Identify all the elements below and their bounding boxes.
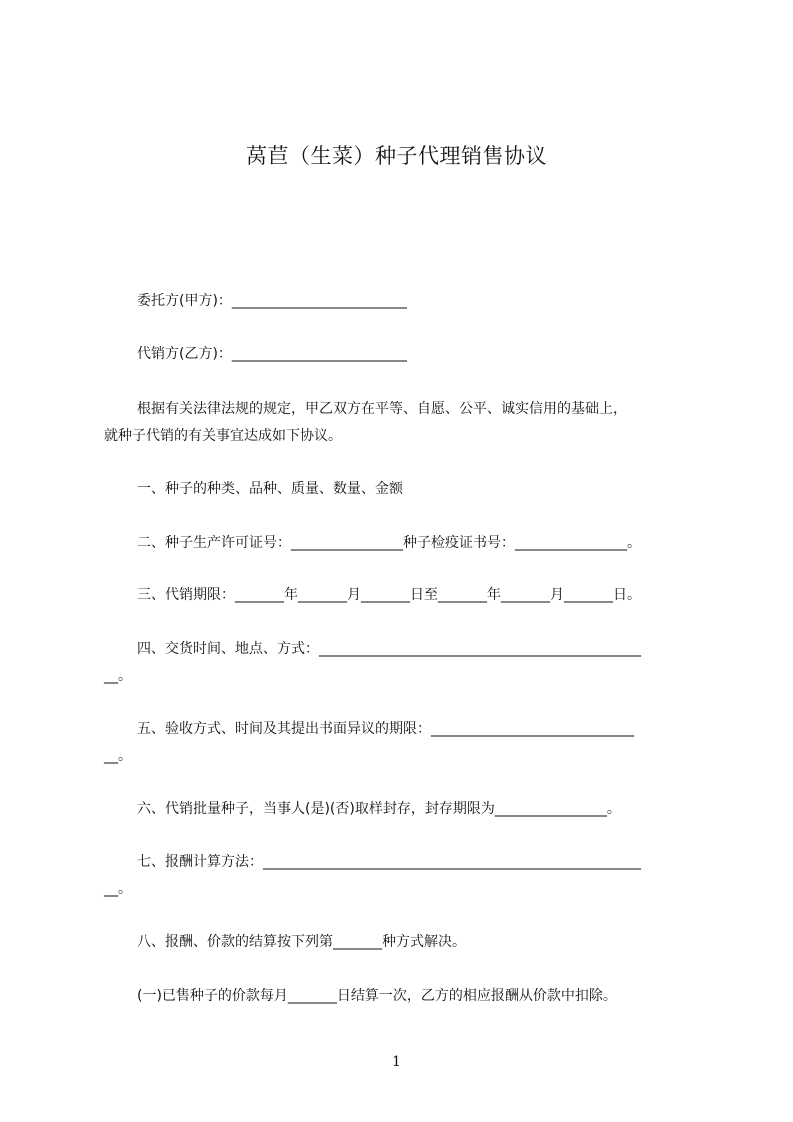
party-b-line: 代销方(乙方)：_________________________ (137, 346, 407, 362)
clause-1: 一、种子的种类、品种、质量、数量、金额 (137, 481, 403, 497)
clause-7-line-2: __。 (104, 881, 132, 897)
clause-4-line-2: __。 (104, 668, 132, 684)
document-title: 莴苣（生菜）种子代理销售协议 (246, 144, 547, 168)
clause-6: 六、代销批量种子，当事人(是)(否)取样封存，封存期限为________________。 (137, 801, 621, 817)
clause-2: 二、种子生产许可证号：________________种子检疫证书号：________________。 (137, 535, 641, 551)
clause-8-item-1: (一)已售种子的价款每月_______日结算一次，乙方的相应报酬从价款中扣除。 (137, 988, 617, 1004)
clause-5-line-1: 五、验收方式、时间及其提出书面异议的期限：_____________________________ (137, 721, 634, 737)
preamble-line-1: 根据有关法律法规的规定，甲乙双方在平等、自愿、公平、诚实信用的基础上， (137, 401, 627, 417)
page-number: 1 (392, 1054, 401, 1070)
party-a-line: 委托方(甲方)：_________________________ (137, 293, 407, 309)
clause-8: 八、报酬、价款的结算按下列第_______种方式解决。 (137, 934, 466, 950)
clause-3: 三、代销期限：_______年_______月_______日至_______年_______月_______日。 (137, 587, 641, 603)
clause-5-line-2: __。 (104, 748, 132, 764)
clause-4-line-1: 四、交货时间、地点、方式：______________________________________________ (137, 641, 641, 657)
preamble-line-2: 就种子代销的有关事宜达成如下协议。 (104, 428, 342, 444)
clause-7-line-1: 七、报酬计算方法：______________________________________________________ (137, 854, 641, 870)
